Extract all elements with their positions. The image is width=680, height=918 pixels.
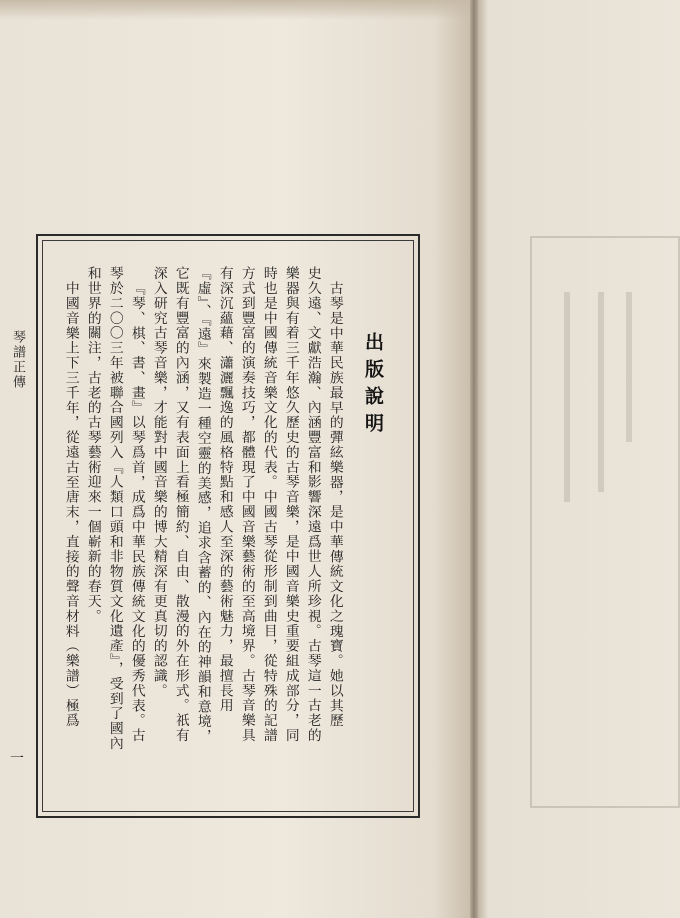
text-column: 『琴、棋、書、畫』以琴爲首，成爲中華民族傳統文化的優秀代表。古 xyxy=(128,281,145,743)
text-column: 『虛』、『遠』來製造一種空靈的美感，追求含蓄的、內在的神韻和意境， xyxy=(194,266,211,744)
text-column: 史久遠、文獻浩瀚、內涵豐富和影響深遠爲世人所珍視。古琴這一古老的 xyxy=(304,266,321,743)
bleed-through-frame xyxy=(530,236,680,808)
bleed-through-text xyxy=(564,292,570,502)
bleed-through-text xyxy=(626,292,632,442)
text-column: 古琴是中華民族最早的彈絃樂器，是中華傳統文化之瑰寶。她以其歷 xyxy=(326,281,343,728)
section-title: 出版說明 xyxy=(362,332,384,440)
page-number: 一 xyxy=(10,751,24,767)
bleed-through-text xyxy=(598,292,604,492)
text-column: 深入研究古琴音樂，才能對中國音樂的博大精深有更真切的認識。 xyxy=(150,266,167,699)
text-column: 它既有豐富的內涵，又有表面上看極簡約、自由、散漫的外在形式。祇有 xyxy=(172,266,189,743)
text-column: 琴於二〇〇三年被聯合國列入『人類口頭和非物質文化遺產』，受到了國內 xyxy=(106,266,123,751)
text-column: 有深沉蘊藉、瀟灑飄逸的風格特點和感人至深的藝術魅力，最擅長用 xyxy=(216,266,233,713)
spine-title: 琴譜正傳 xyxy=(10,330,25,390)
text-column: 方式到豐富的演奏技巧，都體現了中國音樂藝術的至高境界。古琴音樂具 xyxy=(238,266,255,743)
page-top-shadow xyxy=(0,0,472,20)
text-column: 樂器與有着三千年悠久歷史的古琴音樂，是中國音樂史重要組成部分，同 xyxy=(282,266,299,743)
text-column: 中國音樂上下三千年，從遠古至唐末，直接的聲音材料（樂譜）極爲 xyxy=(62,281,79,728)
text-column: 時也是中國傳統音樂文化的代表。中國古琴從形制到曲目，從特殊的記譜 xyxy=(260,266,277,743)
book-gutter xyxy=(470,0,478,918)
text-column: 和世界的關注，古老的古琴藝術迎來一個嶄新的春天。 xyxy=(84,266,101,624)
